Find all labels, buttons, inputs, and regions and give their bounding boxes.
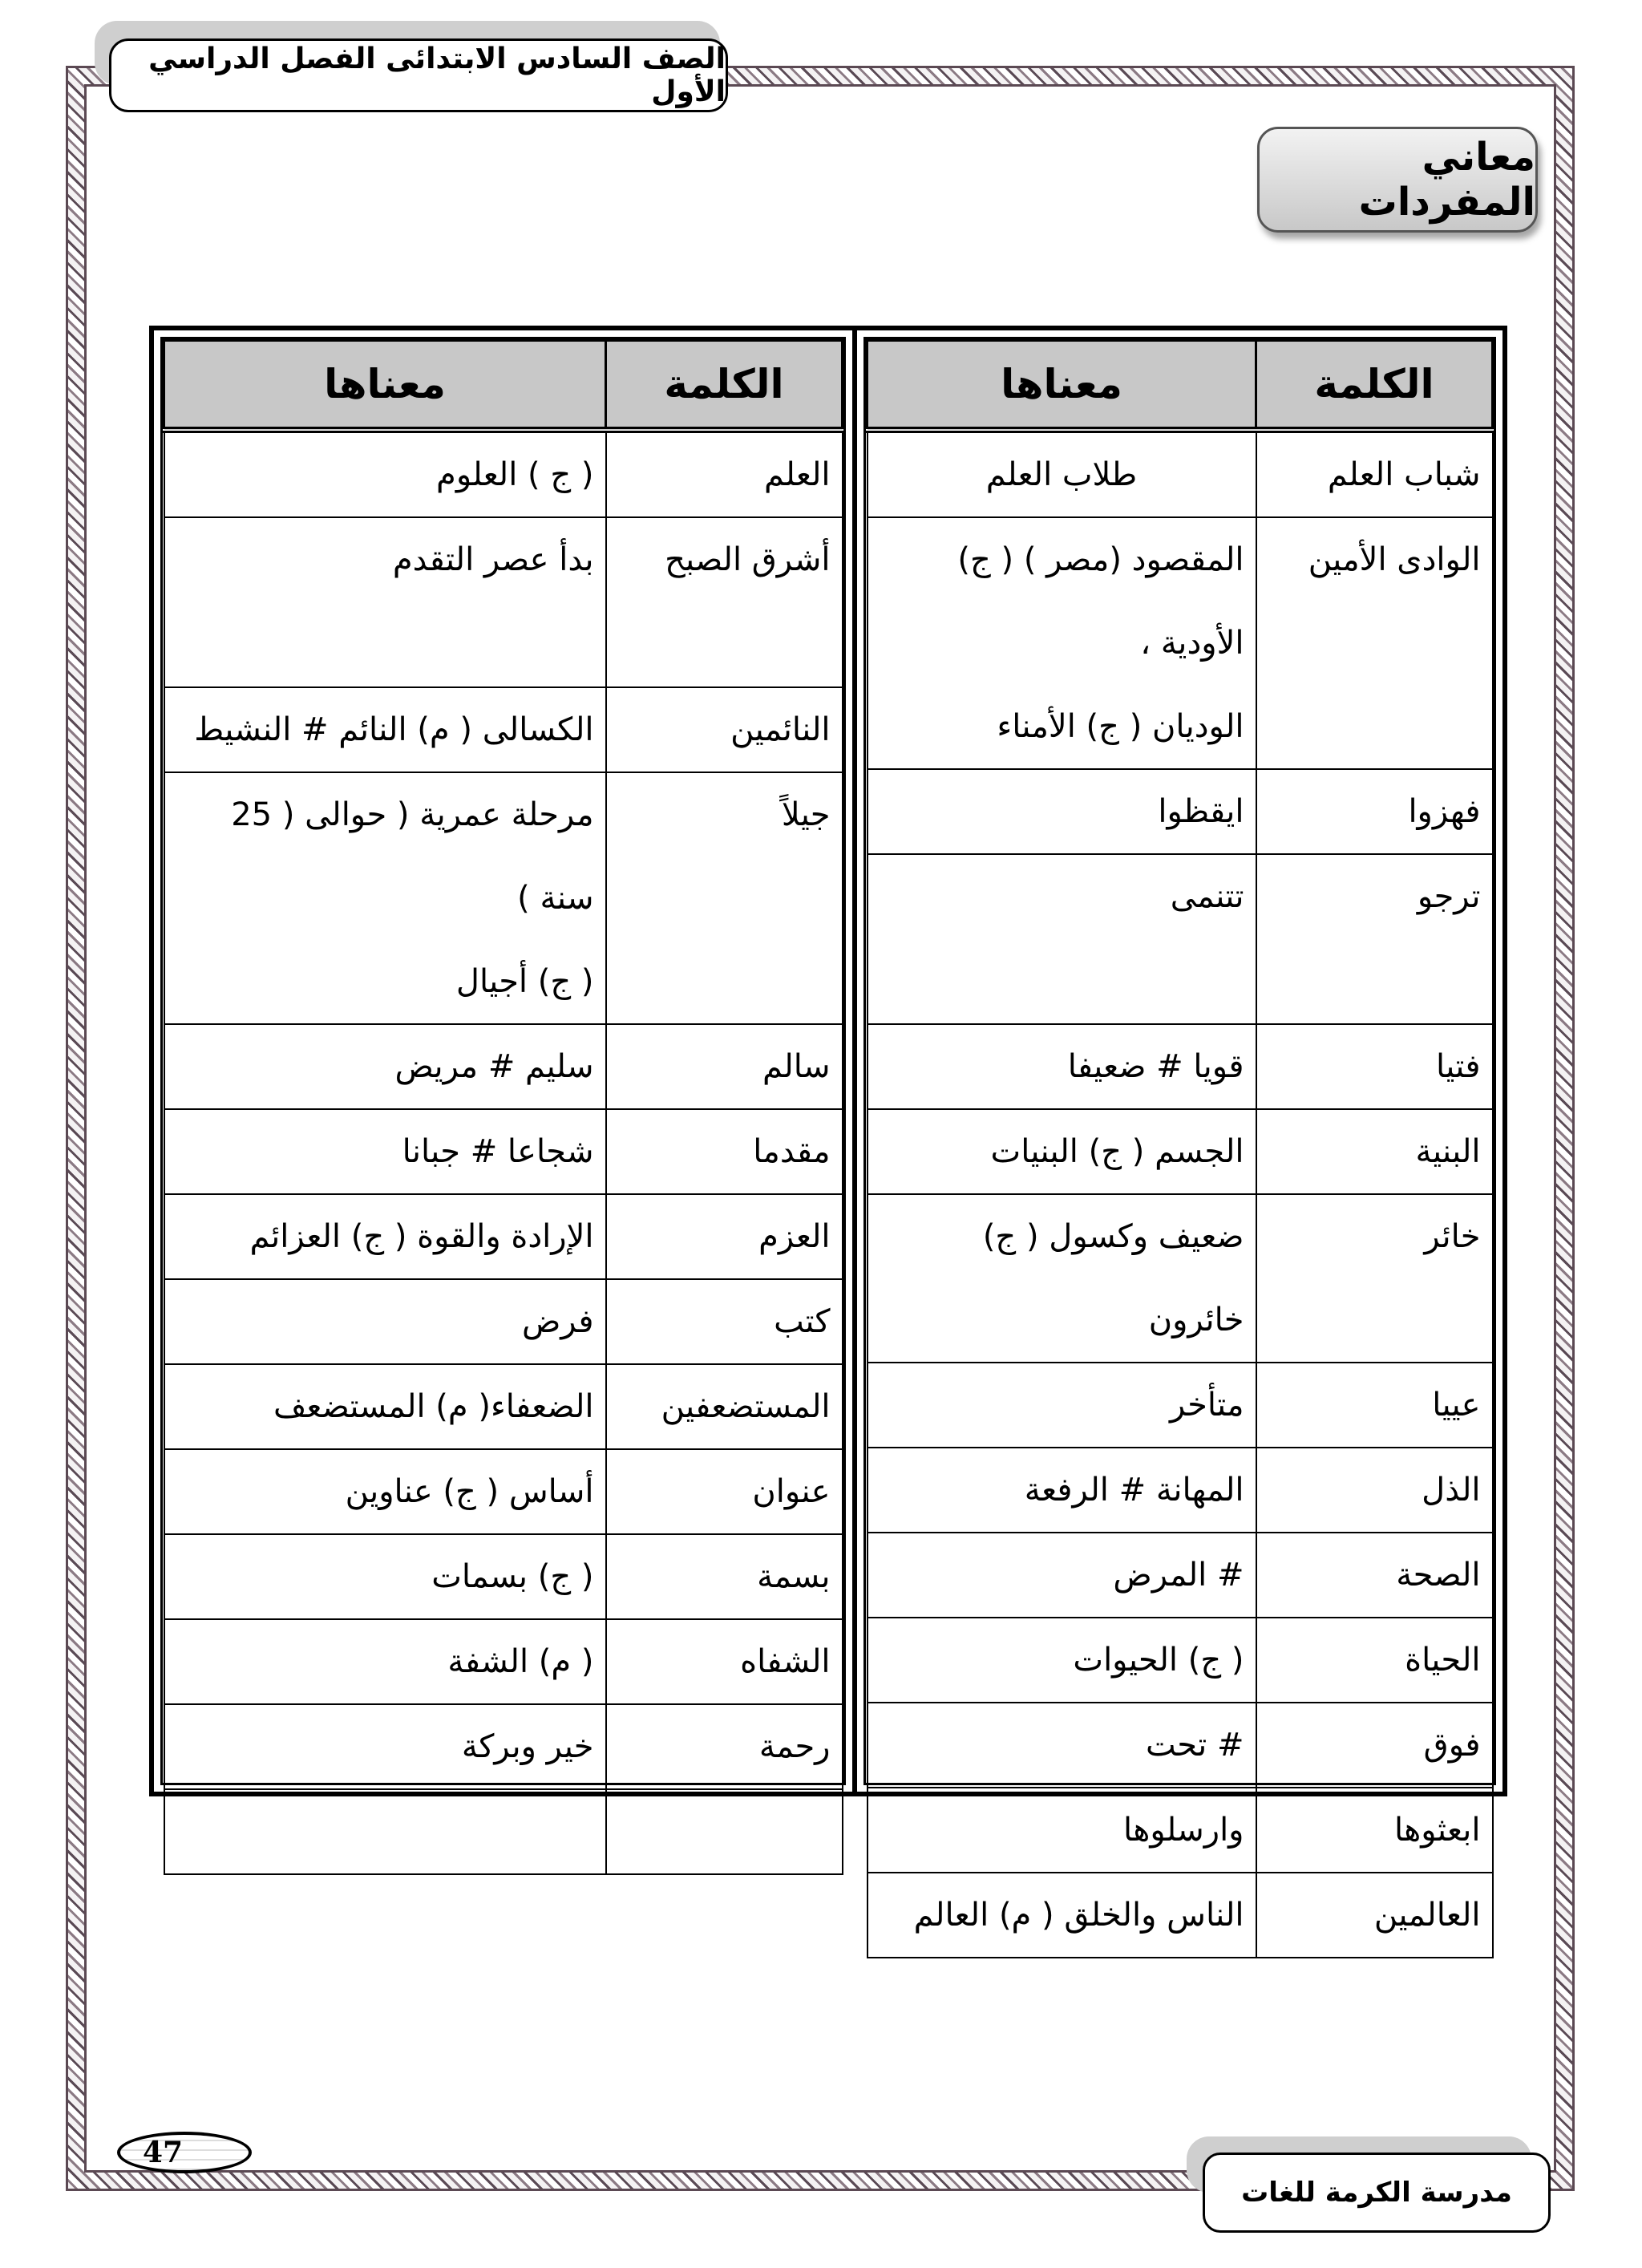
word-cell (606, 1789, 843, 1874)
table-body (868, 430, 1493, 1958)
meaning-line: ( ج) بسمات (431, 1558, 594, 1595)
table-row (868, 1024, 1493, 1109)
meaning-line: الإرادة والقوة ( ج) العزائم (249, 1218, 594, 1255)
meaning-line-2: الوديان ( ج) الأمناء (997, 708, 1244, 745)
table-row (868, 517, 1493, 769)
meaning-line: متأخر (1170, 1387, 1244, 1424)
meaning-cell (868, 854, 1256, 1024)
table-row (868, 854, 1493, 1024)
meaning-line: وارسلوها (1123, 1812, 1244, 1849)
meaning-cell (164, 1194, 606, 1279)
meaning-line-2: ( ج) أجيال (455, 963, 594, 1000)
meaning-cell (868, 1873, 1256, 1958)
meaning-cell (164, 1109, 606, 1194)
meaning-line: الضعفاء( م) المستضعف (273, 1388, 594, 1425)
table-row (164, 1619, 843, 1704)
word-cell: العالمين (1256, 1873, 1493, 1958)
meaning-line: ايقظوا (1158, 793, 1244, 830)
word-cell: الوادى الأمين (1256, 517, 1493, 769)
table-row (868, 1703, 1493, 1788)
meaning-line: طلاب العلم (985, 456, 1138, 493)
table-row (164, 1279, 843, 1364)
school-name: مدرسة الكرمة للغات (1203, 2153, 1551, 2233)
word-cell: عنوان (606, 1449, 843, 1534)
meaning-cell (164, 1024, 606, 1109)
meaning-cell (164, 517, 606, 687)
meaning-cell (868, 517, 1256, 769)
meaning-cell (868, 1363, 1256, 1448)
meaning-cell (868, 1533, 1256, 1618)
table-row (164, 1789, 843, 1874)
table-row (164, 1534, 843, 1619)
table-row (164, 1364, 843, 1449)
meaning-line: شجاعا # جبانا (402, 1133, 594, 1170)
meaning-line: المهانة # الرفعة (1024, 1472, 1244, 1509)
meaning-line: قويا # ضعيفا (1067, 1048, 1244, 1085)
table-row (164, 1704, 843, 1789)
meaning-line: ( م) الشفة (447, 1643, 594, 1680)
page-header: الصف السادس الابتدائى الفصل الدراسي الأول (109, 38, 728, 112)
meaning-cell (164, 772, 606, 1024)
word-cell: الصحة (1256, 1533, 1493, 1618)
column-header-word: الكلمة (1256, 341, 1493, 431)
word-cell: النائمين (606, 687, 843, 772)
word-cell: الذل (1256, 1448, 1493, 1533)
meaning-line: ( ج) الحيوات (1073, 1642, 1244, 1679)
word-cell: كتب (606, 1279, 843, 1364)
vocabulary-table-left (149, 326, 855, 1796)
meaning-line: الكسالى ( م) النائم # النشيط (194, 711, 594, 748)
table-row (164, 517, 843, 687)
meaning-cell (868, 1788, 1256, 1873)
word-cell: البنية (1256, 1109, 1493, 1194)
meaning-cell (164, 1279, 606, 1364)
meaning-cell (164, 1704, 606, 1789)
table-row (868, 1363, 1493, 1448)
table-row (164, 1194, 843, 1279)
word-cell: الحياة (1256, 1618, 1493, 1703)
column-header-word: الكلمة (606, 341, 843, 431)
meaning-cell (868, 1618, 1256, 1703)
table-row (164, 430, 843, 517)
meaning-cell (868, 1448, 1256, 1533)
meaning-line: فرض (521, 1303, 594, 1340)
table-row (868, 1788, 1493, 1873)
meaning-cell (868, 430, 1256, 517)
meaning-line: مرحلة عمرية ( حوالى ( 25 سنة ) (231, 796, 594, 917)
table-row (868, 1194, 1493, 1363)
word-cell: خائر (1256, 1194, 1493, 1363)
meaning-line: الجسم ( ج) البنيات (990, 1133, 1244, 1170)
meaning-cell (164, 687, 606, 772)
word-cell: مقدما (606, 1109, 843, 1194)
word-cell: العلم (606, 430, 843, 517)
meaning-line: ( ج ) العلوم (436, 456, 594, 493)
table-row (868, 769, 1493, 854)
word-cell: بسمة (606, 1534, 843, 1619)
word-cell: أشرق الصبح (606, 517, 843, 687)
meaning-cell (868, 1109, 1256, 1194)
meaning-cell (164, 1789, 606, 1874)
meaning-line: أساس ( ج) عناوين (345, 1473, 594, 1510)
meaning-line: المقصود (مصر ) ( ج) الأودية ، (957, 541, 1244, 662)
word-cell: ابعثوها (1256, 1788, 1493, 1873)
word-cell: شباب العلم (1256, 430, 1493, 517)
word-cell: العزم (606, 1194, 843, 1279)
meaning-cell (868, 769, 1256, 854)
word-cell: جيلاً (606, 772, 843, 1024)
meaning-cell (164, 1364, 606, 1449)
word-cell: رحمة (606, 1704, 843, 1789)
word-cell: سالم (606, 1024, 843, 1109)
word-cell: المستضعفين (606, 1364, 843, 1449)
vocabulary-table-right (855, 326, 1507, 1934)
table-row (868, 1533, 1493, 1618)
table-row (164, 1109, 843, 1194)
word-cell: ترجو (1256, 854, 1493, 1024)
table-row (164, 687, 843, 772)
table-row (868, 430, 1493, 517)
meaning-line: ضعيف وكسول ( ج) خائرون (982, 1218, 1244, 1339)
meaning-line: سليم # مريض (394, 1048, 594, 1085)
word-cell: فهزوا (1256, 769, 1493, 854)
table-row (164, 772, 843, 1024)
meaning-line: الناس والخلق ( م) العالم (913, 1897, 1244, 1934)
table-row (164, 1024, 843, 1109)
section-title: معاني المفردات (1257, 127, 1538, 233)
meaning-line: # تحت (1146, 1727, 1244, 1764)
meaning-line: بدأ عصر التقدم (392, 541, 594, 578)
meaning-line: # المرض (1113, 1557, 1244, 1594)
word-cell: الشفاه (606, 1619, 843, 1704)
word-cell: فتيا (1256, 1024, 1493, 1109)
meaning-cell (868, 1024, 1256, 1109)
word-cell: فوق (1256, 1703, 1493, 1788)
table-row (164, 1449, 843, 1534)
meaning-cell (164, 1449, 606, 1534)
meaning-cell (164, 1619, 606, 1704)
column-header-meaning: معناها (164, 341, 606, 431)
table-row (868, 1109, 1493, 1194)
meaning-cell (868, 1703, 1256, 1788)
table-body (164, 430, 843, 1874)
table-row (868, 1873, 1493, 1958)
table-row (868, 1448, 1493, 1533)
table-row (868, 1618, 1493, 1703)
meaning-line: خير وبركة (461, 1728, 594, 1765)
meaning-cell (164, 430, 606, 517)
word-cell: عييا (1256, 1363, 1493, 1448)
meaning-cell (164, 1534, 606, 1619)
meaning-cell (868, 1194, 1256, 1363)
meaning-line: تتنمى (1170, 878, 1244, 915)
column-header-meaning: معناها (868, 341, 1256, 431)
page-number: 47 (117, 2132, 252, 2173)
